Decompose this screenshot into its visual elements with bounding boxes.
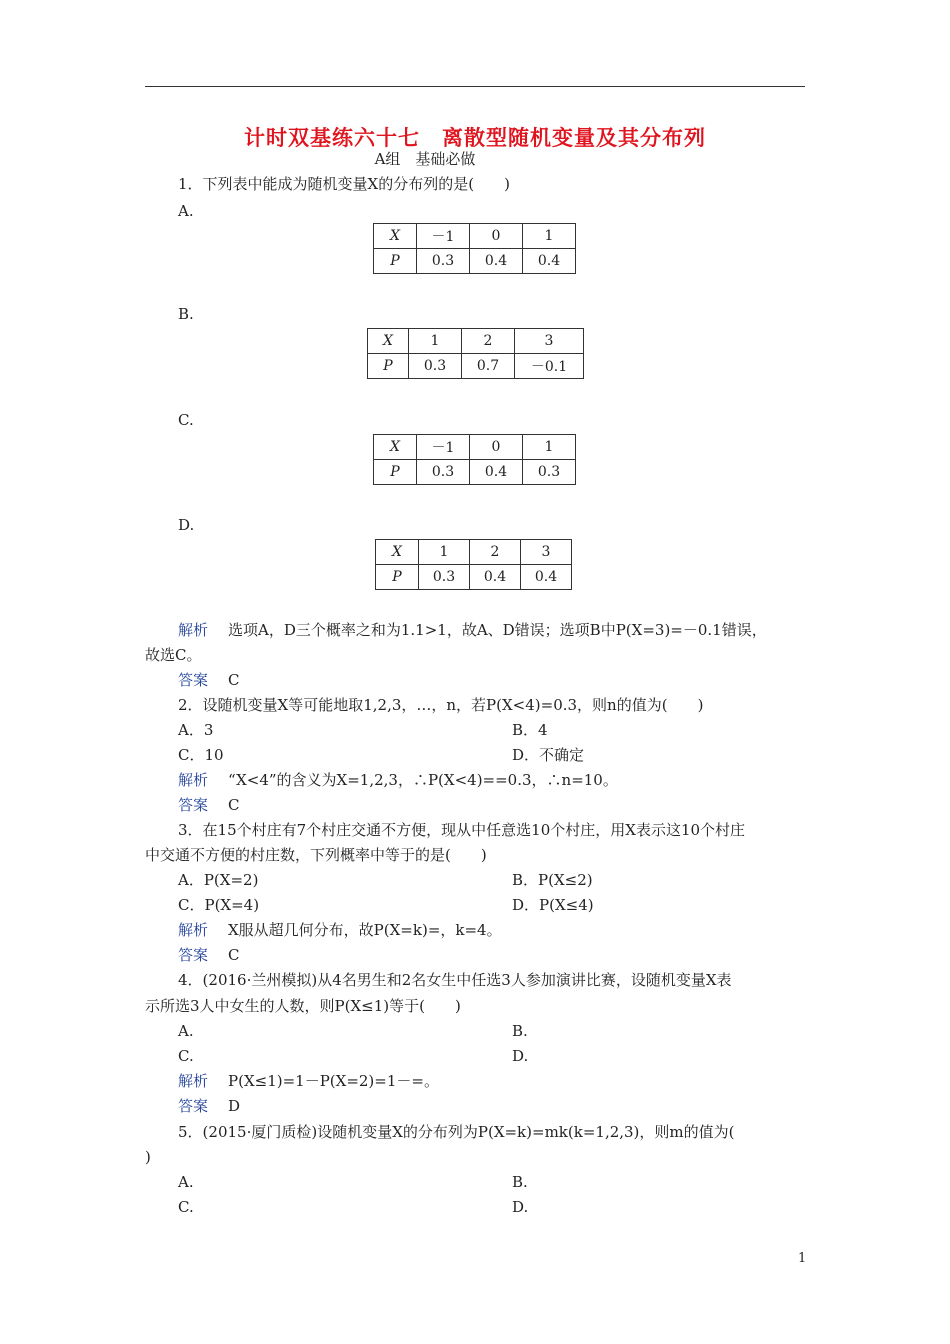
table-cell: －1 bbox=[417, 224, 470, 249]
q2-stem: 2．设随机变量X等可能地取1,2,3，…，n，若P(X<4)=0.3，则n的值为( ) bbox=[178, 696, 704, 714]
table-row bbox=[368, 354, 584, 379]
q2-option-a: A．3 bbox=[178, 721, 214, 739]
q3-answer-tag: 答案 bbox=[178, 946, 209, 964]
q3-answer: C bbox=[228, 946, 240, 964]
table-row bbox=[368, 329, 584, 354]
table-cell: 0.4 bbox=[470, 565, 521, 590]
q4-option-d: D. bbox=[512, 1047, 529, 1065]
table-cell: 0.7 bbox=[462, 354, 515, 379]
table-row bbox=[374, 224, 576, 249]
q5-option-b: B. bbox=[512, 1173, 528, 1191]
table-cell: X bbox=[376, 540, 419, 565]
table-cell: P bbox=[374, 460, 417, 485]
q4-option-b: B. bbox=[512, 1022, 528, 1040]
table-row bbox=[376, 540, 572, 565]
table-cell: 2 bbox=[470, 540, 521, 565]
table-cell: 1 bbox=[419, 540, 470, 565]
q3-analysis: X服从超几何分布，故P(X=k)=，k=4。 bbox=[228, 921, 502, 939]
q4-answer-tag: 答案 bbox=[178, 1097, 209, 1115]
q5-stem-line2: ) bbox=[145, 1148, 151, 1166]
table-cell: 0.4 bbox=[470, 249, 523, 274]
table-cell: P bbox=[368, 354, 409, 379]
table-cell: 0.4 bbox=[523, 249, 576, 274]
q5-stem-line1: 5．(2015·厦门质检)设随机变量X的分布列为P(X=k)=mk(k=1,2,3)，则m的值为( bbox=[178, 1123, 735, 1141]
table-cell: －0.1 bbox=[515, 354, 584, 379]
q3-stem-line2: 中交通不方便的村庄数，下列概率中等于的是( ) bbox=[145, 846, 487, 864]
q4-answer: D bbox=[228, 1097, 241, 1115]
table-row bbox=[376, 565, 572, 590]
table-cell: 0.4 bbox=[521, 565, 572, 590]
table-cell: 0.3 bbox=[417, 249, 470, 274]
table-row bbox=[374, 249, 576, 274]
page-number: 1 bbox=[798, 1251, 807, 1266]
table-cell: 2 bbox=[462, 329, 515, 354]
q1-answer-tag: 答案 bbox=[178, 671, 209, 689]
table-row bbox=[374, 435, 576, 460]
table-cell: P bbox=[376, 565, 419, 590]
group-heading: A组 基础必做 bbox=[374, 150, 476, 168]
q4-analysis: P(X≤1)=1－P(X=2)=1－=。 bbox=[228, 1072, 439, 1090]
q2-analysis: “X<4”的含义为X=1,2,3，∴P(X<4)==0.3，∴n=10。 bbox=[228, 771, 618, 789]
table-cell: X bbox=[374, 224, 417, 249]
table-cell: 0.3 bbox=[523, 460, 576, 485]
table-cell: 1 bbox=[523, 435, 576, 460]
q3-option-d: D．P(X≤4) bbox=[512, 896, 594, 914]
q1-answer: C bbox=[228, 671, 240, 689]
q2-answer: C bbox=[228, 796, 240, 814]
table-cell: 1 bbox=[523, 224, 576, 249]
q1-analysis-tag: 解析 bbox=[178, 621, 209, 639]
table-cell: 3 bbox=[521, 540, 572, 565]
header-rule bbox=[145, 86, 805, 87]
q3-option-a: A．P(X=2) bbox=[178, 871, 259, 889]
table-cell: 3 bbox=[515, 329, 584, 354]
table-cell: 0.3 bbox=[409, 354, 462, 379]
q1-option-a-table bbox=[373, 223, 576, 274]
table-cell: X bbox=[368, 329, 409, 354]
table-cell: 1 bbox=[409, 329, 462, 354]
q2-analysis-tag: 解析 bbox=[178, 771, 209, 789]
table-cell: －1 bbox=[417, 435, 470, 460]
table-cell: 0.3 bbox=[419, 565, 470, 590]
q1-option-d-label: D. bbox=[178, 516, 195, 534]
q2-option-c: C．10 bbox=[178, 746, 224, 764]
q4-option-a: A. bbox=[178, 1022, 194, 1040]
q1-analysis-line1: 选项A，D三个概率之和为1.1>1，故A、D错误；选项B中P(X=3)=－0.1错误， bbox=[228, 621, 767, 639]
table-cell: 0.3 bbox=[417, 460, 470, 485]
q5-option-c: C. bbox=[178, 1198, 194, 1216]
page-title: 计时双基练六十七 离散型随机变量及其分布列 bbox=[244, 126, 706, 150]
q2-option-b: B．4 bbox=[512, 721, 548, 739]
table-cell: 0 bbox=[470, 435, 523, 460]
q5-option-a: A. bbox=[178, 1173, 194, 1191]
table-cell: P bbox=[374, 249, 417, 274]
q5-option-d: D. bbox=[512, 1198, 529, 1216]
q1-analysis-line2: 故选C。 bbox=[145, 646, 202, 664]
q4-option-c: C. bbox=[178, 1047, 194, 1065]
table-cell: X bbox=[374, 435, 417, 460]
q2-answer-tag: 答案 bbox=[178, 796, 209, 814]
table-row bbox=[374, 460, 576, 485]
q3-stem-line1: 3．在15个村庄有7个村庄交通不方便，现从中任意选10个村庄，用X表示这10个村庄 bbox=[178, 821, 746, 839]
q1-option-b-table bbox=[367, 328, 584, 379]
q1-option-c-label: C. bbox=[178, 411, 194, 429]
q1-option-c-table bbox=[373, 434, 576, 485]
q3-analysis-tag: 解析 bbox=[178, 921, 209, 939]
table-cell: 0.4 bbox=[470, 460, 523, 485]
q4-stem-line1: 4．(2016·兰州模拟)从4名男生和2名女生中任选3人参加演讲比赛，设随机变量X表 bbox=[178, 971, 732, 989]
q4-stem-line2: 示所选3人中女生的人数，则P(X≤1)等于( ) bbox=[145, 997, 461, 1015]
q3-option-b: B．P(X≤2) bbox=[512, 871, 593, 889]
table-cell: 0 bbox=[470, 224, 523, 249]
q4-analysis-tag: 解析 bbox=[178, 1072, 209, 1090]
q3-option-c: C．P(X=4) bbox=[178, 896, 260, 914]
q1-option-b-label: B. bbox=[178, 305, 194, 323]
q1-stem: 1．下列表中能成为随机变量X的分布列的是( ) bbox=[178, 175, 510, 193]
q1-option-d-table bbox=[375, 539, 572, 590]
q2-option-d: D．不确定 bbox=[512, 746, 585, 764]
q1-option-a-label: A. bbox=[178, 202, 194, 220]
